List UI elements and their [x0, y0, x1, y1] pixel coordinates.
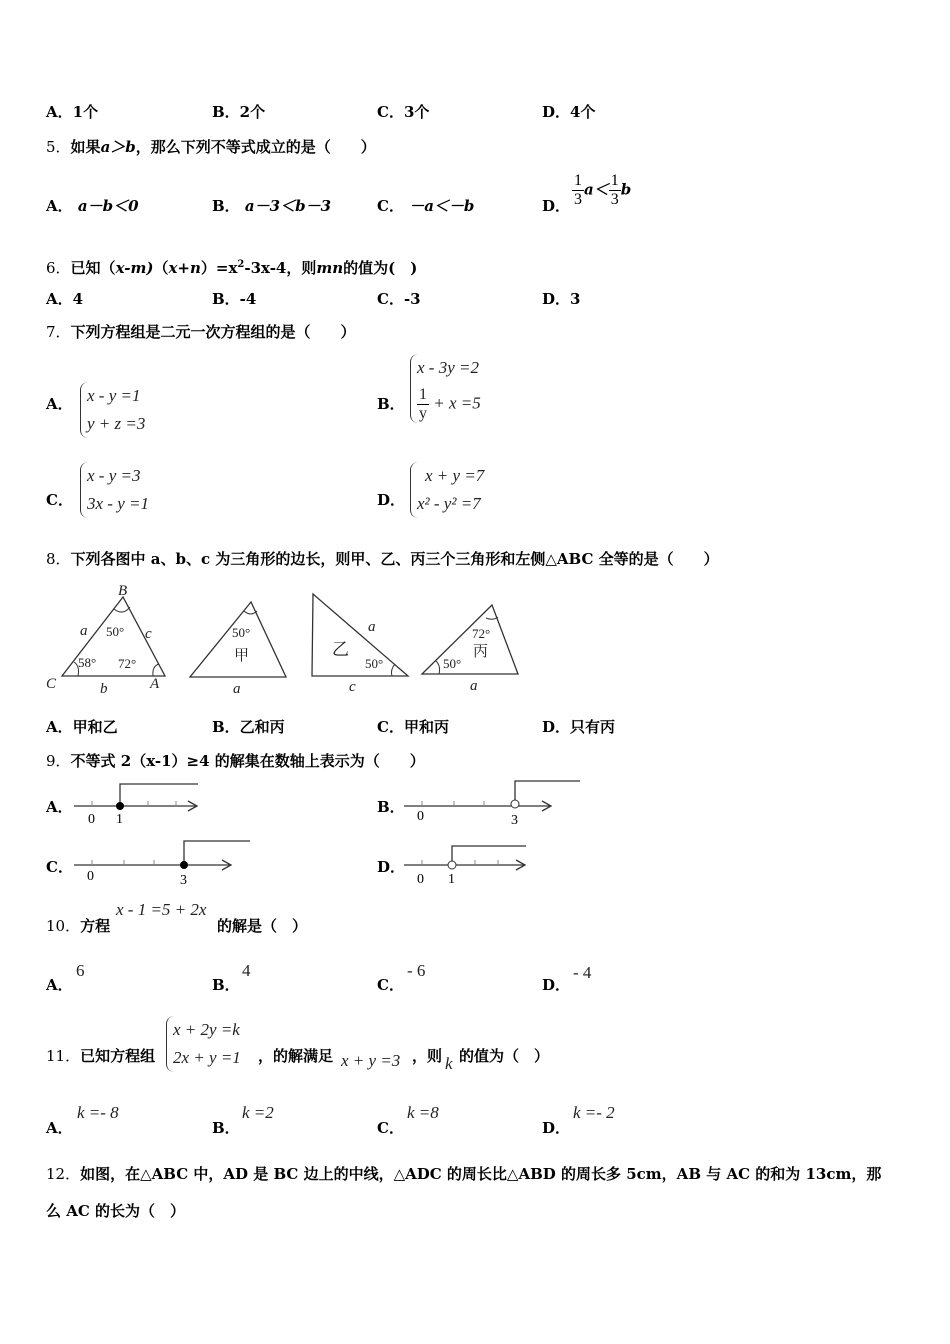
- yi-angle: 50°: [365, 656, 384, 671]
- yi-side-a: a: [368, 619, 376, 635]
- q11-stem-mid2: ，则: [412, 1047, 443, 1065]
- q11-option-a: k =- 8: [77, 1103, 119, 1122]
- q11-condition: x + y =3: [341, 1051, 401, 1070]
- jia-side: a: [233, 681, 241, 697]
- q11-option-b: k =2: [242, 1103, 274, 1122]
- triangle-yi: [312, 594, 408, 676]
- q8-option-a: A．甲和乙: [46, 718, 118, 736]
- bing-side: a: [470, 678, 478, 694]
- svg-text:0: 0: [417, 872, 424, 887]
- q11-option-d-label: D．: [542, 1119, 571, 1137]
- q7-option-b-system: x - 3y =2 $\frac{1}{y}$ + x =5: [410, 354, 481, 423]
- q9-option-a-numberline: [70, 780, 210, 828]
- q7-option-c-label: C．: [46, 491, 73, 509]
- q11-k: k: [445, 1054, 453, 1073]
- side-c: c: [145, 626, 152, 642]
- side-b: b: [100, 681, 108, 697]
- bing-name: 丙: [473, 644, 489, 660]
- bing-angle-top: 72°: [472, 626, 491, 641]
- q6-option-c: C．-3: [377, 290, 421, 308]
- q10-option-c: - 6: [407, 961, 426, 980]
- svg-text:0: 0: [88, 812, 95, 827]
- q9-option-c-numberline: [70, 836, 260, 888]
- yi-name: 乙: [332, 640, 349, 659]
- bing-angle-left: 50°: [443, 656, 462, 671]
- q11-system: x + 2y =k 2x + y =1: [166, 1016, 241, 1072]
- q12-stem-line1: 12．如图，在△ABC 中，AD 是 BC 边上的中线，△ADC 的周长比△ABD 的周长多 5cm，AB 与 AC 的和为 13cm，那: [46, 1165, 882, 1183]
- q10-option-a: 6: [76, 961, 85, 980]
- q9-option-b-label: B．: [377, 798, 405, 816]
- q11-option-c-label: C．: [377, 1119, 404, 1137]
- q5-option-c: C． －a＜－b: [377, 197, 475, 215]
- q9-option-b-numberline: [400, 776, 590, 828]
- svg-text:1: 1: [448, 872, 455, 887]
- svg-text:1: 1: [116, 812, 123, 827]
- q4-option-d: D．4个: [542, 103, 596, 121]
- svg-text:0: 0: [87, 869, 94, 884]
- q10-equation: x - 1 =5 + 2x: [116, 900, 207, 919]
- q9-stem: 9．不等式 2（x-1）≥4 的解集在数轴上表示为（ ）: [46, 752, 425, 770]
- q7-stem: 7．下列方程组是二元一次方程组的是（ ）: [46, 323, 356, 341]
- q6-stem: 6．已知$(x-m)(x+n)=x^2-3x-4$，则mn的值为( ): [46, 259, 418, 277]
- q4-option-c: C．3个: [377, 103, 430, 121]
- q5-option-d: $\frac{1}{3}$ a＜ $\frac{1}{3}$ b: [574, 172, 632, 208]
- q11-stem-post: 的值为（ ）: [459, 1047, 550, 1065]
- q11-option-d: k =- 2: [573, 1103, 615, 1122]
- label-C: C: [46, 676, 57, 692]
- q11-option-b-label: B．: [212, 1119, 240, 1137]
- q10-option-c-label: C．: [377, 976, 404, 994]
- q10-option-a-label: A．: [46, 976, 73, 994]
- jia-name: 甲: [234, 648, 250, 664]
- q7-option-a-system: x - y =1 y + z =3: [80, 382, 145, 438]
- svg-text:3: 3: [511, 813, 518, 828]
- q10-option-b-label: B．: [212, 976, 240, 994]
- q5-stem: 5．如果a＞b，那么下列不等式成立的是（ ）: [46, 138, 376, 156]
- yi-side-c: c: [349, 679, 356, 695]
- q10-stem-post: 的解是（ ）: [217, 917, 308, 935]
- q4-option-b: B．2个: [212, 103, 266, 121]
- triangle-bing: [422, 605, 518, 674]
- q9-option-d-numberline: [400, 840, 540, 888]
- side-a: a: [80, 623, 88, 639]
- angle-B: 50°: [106, 624, 125, 639]
- q5-option-a: A． a－b＜0: [46, 197, 139, 215]
- label-A: A: [150, 676, 160, 692]
- q7-option-d-system: x + y =7 x² - y² =7: [410, 462, 484, 518]
- q11-option-c: k =8: [407, 1103, 439, 1122]
- q8-option-b: B．乙和丙: [212, 718, 285, 736]
- q7-option-a-label: A．: [46, 395, 73, 413]
- q11-option-a-label: A．: [46, 1119, 73, 1137]
- q8-stem: 8．下列各图中 a、b、c 为三角形的边长，则甲、乙、丙三个三角形和左侧△ABC 全等的是（ ）: [46, 550, 719, 568]
- q10-stem-pre: 10．方程: [46, 917, 111, 935]
- q7-option-c-system: x - y =3 3x - y =1: [80, 462, 149, 518]
- jia-angle: 50°: [232, 625, 251, 640]
- label-B: B: [118, 583, 128, 599]
- q10-option-d: - 4: [573, 963, 592, 982]
- q10-option-d-label: D．: [542, 976, 571, 994]
- q4-option-a: A．1个: [46, 103, 99, 121]
- q5-option-b: B． a－3＜b－3: [212, 197, 332, 215]
- angle-C: 58°: [78, 655, 97, 670]
- q6-option-b: B．-4: [212, 290, 257, 308]
- q6-option-d: D．3: [542, 290, 581, 308]
- q12-stem-line2: 么 AC 的长为（ ）: [46, 1202, 186, 1220]
- q8-figures: [40, 580, 540, 700]
- q5-option-d-label: D．: [542, 197, 571, 215]
- q8-option-c: C．甲和丙: [377, 718, 449, 736]
- q8-option-d: D．只有丙: [542, 718, 616, 736]
- q9-option-a-label: A．: [46, 798, 73, 816]
- q10-option-b: 4: [242, 961, 251, 980]
- q9-option-c-label: C．: [46, 858, 73, 876]
- q11-stem-pre: 11．已知方程组: [46, 1047, 156, 1065]
- svg-text:0: 0: [417, 809, 424, 824]
- svg-text:3: 3: [180, 873, 187, 888]
- q9-option-d-label: D．: [377, 858, 406, 876]
- q7-option-b-label: B．: [377, 395, 405, 413]
- q6-option-a: A．4: [46, 290, 84, 308]
- q11-stem-mid: ，的解满足: [258, 1047, 334, 1065]
- q7-option-d-label: D．: [377, 491, 406, 509]
- angle-A: 72°: [118, 656, 137, 671]
